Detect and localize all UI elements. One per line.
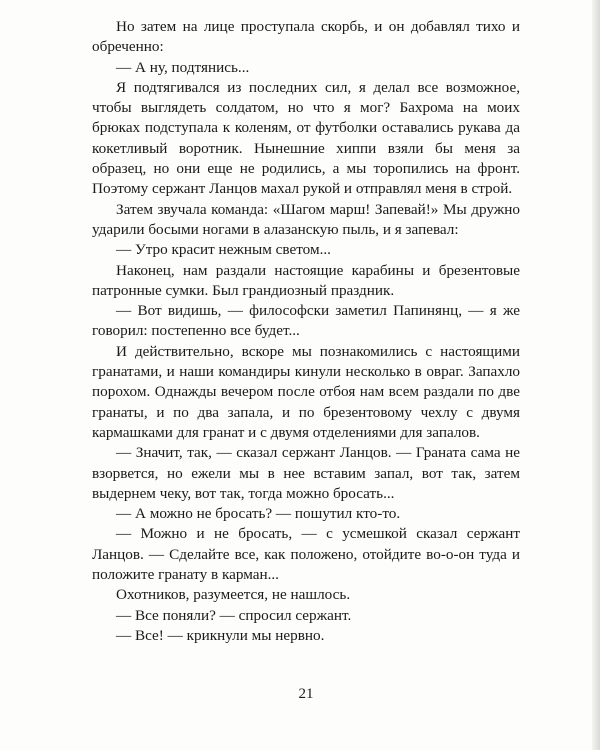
paragraph-7: — Вот видишь, — философски заметил Папинянц, — я же говорил: постепенно все будет... [92,302,520,340]
body-text [92,17,520,646]
paragraph-14: — Все! — крикнули мы нервно. [116,626,325,644]
paragraph-12: Охотников, разумеется, не нашлось. [116,586,351,604]
paragraph-2: — А ну, подтянись... [116,58,250,76]
page-edge-shadow [592,0,600,750]
paragraph-4: Затем звучала команда: «Шагом марш! Запевай!» Мы дружно ударили босыми ногами в алазанскую пыль, и я запевал: [92,200,520,238]
page-number: 21 [298,686,314,702]
paragraph-8: И действительно, вскоре мы познакомились с настоящими гранатами, и наши командиры кинули несколько в овраг. Запахло порохом. Однажды вечером после отбоя нам всем раздали по две гранаты, и по два запала, и по брезентовому чехлу с двумя кармашками для гранат и с двумя отделениями для запалов. [92,342,520,441]
paragraph-6: Наконец, нам раздали настоящие карабины и брезентовые патронные сумки. Был грандиозный праздник. [92,261,520,299]
paragraph-10: — А можно не бросать? — пошутил кто-то. [116,505,401,523]
paragraph-13: — Все поняли? — спросил сержант. [116,606,352,624]
paragraph-1: Но затем на лице проступала скорбь, и он добавлял тихо и обреченно: [92,18,520,56]
paragraph-5: — Утро красит нежным светом... [116,241,331,259]
paragraph-9: — Значит, так, — сказал сержант Ланцов. — Граната сама не взорвется, но ежели мы в нее вставим запал, вот так, затем выдернем чеку, вот так, тогда можно бросать... [92,444,520,502]
paragraph-3: Я подтягивался из последних сил, я делал все возможное, чтобы выглядеть солдатом, но что я мог? Бахрома на моих брюках подступала к коленям, от футболки оставались рукава да кокетливый воротник. Нынешние хиппи взяли бы меня за образец, но они еще не родились, а мы торопились на фронт. Поэтому сержант Ланцов махал рукой и отправлял меня в строй. [92,78,520,198]
paragraph-11: — Можно и не бросать, — с усмешкой сказал сержант Ланцов. — Сделайте все, как положено, отойдите во-о-он туда и положите гранату в карман... [92,525,520,584]
